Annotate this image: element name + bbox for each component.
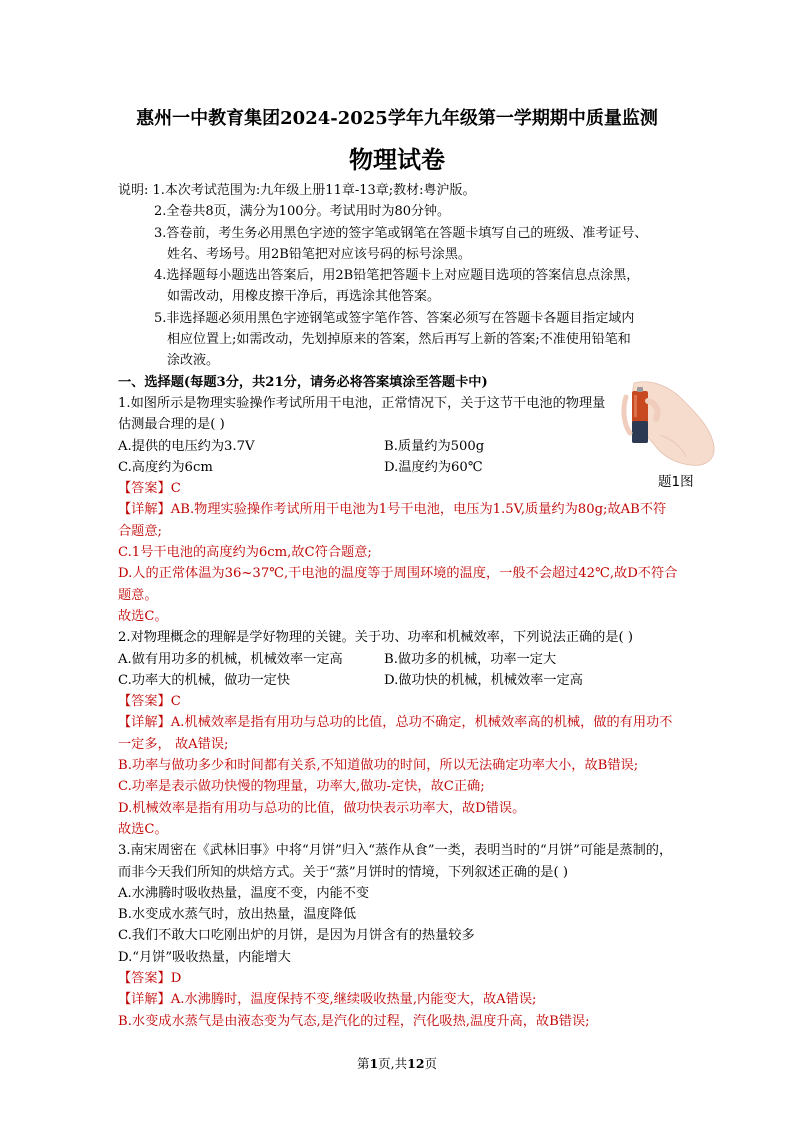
detail-line: D.机械效率是指有用功与总功的比值，做功快表示功率大，故D错误。 [118,800,526,816]
option-d: D.做功快的机械，机械效率一定高 [384,672,583,688]
option-d: D.温度约为60℃ [384,459,483,475]
option-d: D.“月饼”吸收热量，内能增大 [118,949,291,965]
instruction-line [118,180,678,201]
answer-value: C [170,694,181,710]
question-1-options-row-2 [118,457,678,478]
instruction-line: 如需改动，用橡皮擦干净后，再选涂其他答案。 [167,289,441,305]
footer-prefix: 第 [356,1056,370,1071]
detail-line: A.机械效率是指有用功与总功的比值，总功不确定，机械效率高的机械，做的有用功不一定多， 故A错误; [118,715,673,752]
footer-middle: 页,共 [378,1056,408,1071]
detail-line: AB.物理实验操作考试所用干电池为1号干电池，电压为1.5V,质量约为80g;故AB不符合题意; [118,502,667,539]
detail-label: 【详解】 [118,715,171,731]
option-c: C.高度约为6cm [118,459,213,475]
page-total: 12 [407,1056,425,1071]
question-2-conclusion: 故选C。 [118,821,168,837]
detail-label: 【详解】 [118,992,171,1008]
instructions [118,180,678,372]
exam-subtitle: 物理试卷 [349,145,445,174]
detail-line: D.人的正常体温为36~37℃,干电池的温度等于周围环境的温度，一般不会超过42℃,故D不符合题意。 [118,566,678,603]
question-2-options-row-1 [118,649,678,670]
question-2-stem: 2.对物理概念的理解是学好物理的关键。关于功、功率和机械效率，下列说法正确的是( ) [118,630,633,646]
option-c: C.我们不敢大口吃刚出炉的月饼，是因为月饼含有的热量较多 [118,928,475,944]
question-3-stem: 3.南宋周密在《武林旧事》中将“月饼”归入“蒸作从食”一类，表明当时的“月饼”可能是蒸制的，而非今天我们所知的烘焙方式。关于“蒸”月饼时的情境，下列叙述正确的是( ) [118,843,673,880]
exam-content [118,180,678,1032]
question-3-answer [118,968,678,989]
footer-suffix: 页 [424,1056,438,1071]
instruction-line: 4.选择题每小题选出答案后，用2B铅笔把答题卡上对应题目选项的答案信息点涂黑， [154,268,640,284]
detail-line: C.功率是表示做功快慢的物理量，功率大,做功-定快，故C正确; [118,779,485,795]
question-3-detail [118,989,678,1010]
answer-label: 【答案】 [118,970,171,986]
instruction-line: 相应位置上;如需改动，先划掉原来的答案，然后再写上新的答案;不准使用铅笔和 [167,332,631,348]
answer-value: D [170,970,182,986]
question-2-detail [118,712,678,755]
option-b: B.质量约为500g [384,438,485,454]
option-a: A.做有用功多的机械，机械效率一定高 [118,651,343,667]
answer-label: 【答案】 [118,694,171,710]
option-a: A.提供的电压约为3.7V [118,438,255,454]
option-c: C.功率大的机械，做功一定快 [118,672,291,688]
question-1-conclusion: 故选C。 [118,608,168,624]
page-footer [0,1054,794,1072]
exam-title: 惠州一中教育集团2024-2025学年九年级第一学期期中质量监测 [136,108,658,129]
detail-line: A.水沸腾时，温度保持不变,继续吸收热量,内能变大，故A错误; [170,992,537,1008]
question-1-answer [118,478,678,499]
figure-caption: 题1图 [658,474,694,490]
instruction-line: 3.答卷前，考生务必用黑色字迹的签字笔或钢笔在答题卡填写自己的班级、准考证号、 [154,225,648,241]
page-number: 1 [369,1056,379,1071]
section-heading: 一、选择题(每题3分，共21分，请务必将答案填涂至答题卡中) [118,374,488,390]
instruction-item: 1.本次考试范围为:九年级上册11章-13章;教材:粤沪版。 [152,183,476,198]
answer-value: C [170,481,181,497]
instruction-line: 5.非选择题必须用黑色字迹钢笔或签字笔作答、答案必须写在答题卡各题目指定域内 [154,310,635,326]
question-2-options-row-2 [118,670,678,691]
option-b: B.水变成水蒸气时，放出热量，温度降低 [118,907,357,923]
detail-line: B.水变成水蒸气是由液态变为气态,是汽化的过程，汽化吸热,温度升高，故B错误; [118,1013,590,1029]
instruction-line: 2.全卷共8页，满分为100分。考试用时为80分钟。 [154,204,451,220]
question-1-options-row-1 [118,436,678,457]
instruction-line: 涂改液。 [167,353,220,369]
question-1-detail [118,499,678,542]
option-a: A.水沸腾时吸收热量，温度不变，内能不变 [118,885,370,901]
detail-line: C.1号干电池的高度约为6cm,故C符合题意; [118,545,372,561]
detail-label: 【详解】 [118,502,171,518]
answer-label: 【答案】 [118,481,171,497]
instructions-lead: 说明: [118,183,153,198]
option-b: B.做功多的机械，功率一定大 [384,651,557,667]
instruction-line: 姓名、考场号。用2B铅笔把对应该号码的标号涂黑。 [167,246,471,262]
question-2-answer [118,691,678,712]
question-1-stem: 1.如图所示是物理实验操作考试所用干电池，正常情况下，关于这节干电池的物理量估测最合理的是( ) [118,395,606,433]
detail-line: B.功率与做功多少和时间都有关系,不知道做功的时间，所以无法确定功率大小，故B错误; [118,758,639,774]
